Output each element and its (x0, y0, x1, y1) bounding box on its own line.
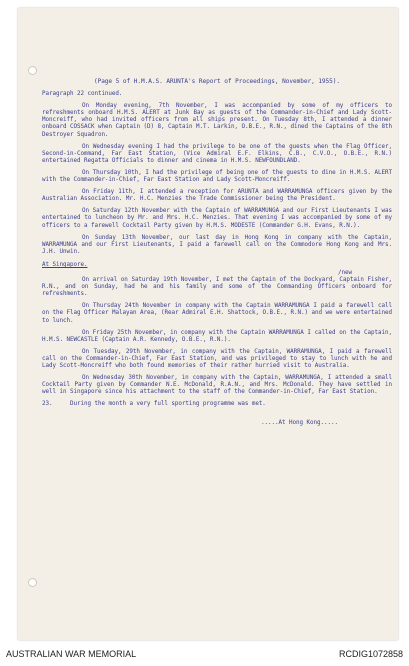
archive-footer (0, 642, 409, 666)
footer-source: AUSTRALIAN WAR MEMORIAL (6, 649, 137, 659)
paragraph: On Tuesday, 29th November, in company with the Captain, WARRAMUNGA, I paid a farewell call on the Commander-in-Chief, Far East Station, and was privileged to stay to lunch with he and Lady Scott-Moncreiff who both found memories of their rather hurried visit to Australia. (42, 348, 392, 369)
paragraph: On Thursday 10th, I had the privilege of being one of the guests to dine in H.M.S. ALERT with the Commander-in-Chief, Far East Station and Lady Scott-Moncreiff. (42, 169, 392, 184)
paragraph: On Wednesday evening I had the privilege to be one of the guests when the Flag Officer, Second-in-Command, Far East Station, (Vice Admiral E.F. Elkins, C.B., C.V.O., O.B.E., R.N.) entertained Regatta Officials to dinner and cinema in H.M.S. NEWFOUNDLAND. (42, 143, 392, 164)
footer-id: RCDIG1072858 (338, 649, 403, 659)
item-text: During the month a very full sporting programme was met. (70, 401, 266, 408)
numbered-item (42, 401, 392, 408)
paragraph-subheading: Paragraph 22 continued. (42, 91, 123, 98)
section-title: At Singapore. (42, 261, 88, 268)
page-heading: (Page 5 of H.M.A.S. ARUNTA's Report of Proceedings, November, 1955). (93, 78, 341, 85)
paragraph: On Monday evening, 7th November, I was accompanied by some of my officers to refreshments onboard H.M.S. ALERT at Junk Bay as guests of the Commander-in-Chief and Lady Scott-Moncreiff, who had invited officers from all ships present. On Tuesday 8th, I attended a dinner onboard COSSACK when Captain (D) 8, Captain M.T. Larkin, O.B.E., R.N., dined the Captains of the 8th Destroyer Squadron. (42, 103, 392, 138)
paragraph: On Wednesday 30th November, in company with the Captain, WARRAMUNGA, I attended a small Cocktail Party given by Commander N.E. McDonald, R.A.N., and Mrs. McDonald. They have settled in well in Singapore since his attachment to the staff of the Commander-in-Chief, Far East Station. (42, 375, 392, 396)
punch-hole (28, 578, 37, 587)
document-sheet (18, 8, 398, 640)
punch-hole (28, 66, 37, 75)
paragraph: On Friday 25th November, in company with the Captain WARRAMUNGA I called on the Captain, H.M.S. NEWCASTLE (Captain A.R. Kennedy, O.B.E., R.N.). (42, 329, 392, 343)
paragraph: On arrival on Saturday 19th November, I met the Captain of the Dockyard, Captain Fisher, R.N., and on Sunday, had he and his family and some of the Commanding Officers onboard for refreshments. (42, 277, 392, 298)
paragraph: On Saturday 12th November with the Captain of WARRAMUNGA and our First Lieutenants I was entertained to luncheon by Mr. and Mrs. H.C. Menzies. That evening I was accompanied by some of my officers to a farewell Cocktail Party given by H.M.S. MODESTE (Commander G.H. Evans, R.N.). (42, 208, 392, 229)
handwritten-marker: /new (338, 269, 352, 276)
paragraph: On Sunday 13th November, our last day in Hong Kong in company with the Captain, WARRAMUNGA and our First Lieutenants, I paid a farewell call on the Commodore Hong Kong and Mrs. J.H. Unwin. (42, 234, 392, 255)
report-page (42, 78, 392, 428)
paragraph: On Friday 11th, I attended a reception for ARUNTA and WARRAMUNGA officers given by the Australian Association. Mr. H.C. Menzies the Trade Commissioner being the President. (42, 189, 392, 203)
paragraph: On Thursday 24th November in company with the Captain WARRAMUNGA I paid a farewell call on the Flag Officer Malayan Area, (Rear Admiral E.H. Shattock, O.B.E., R.N.) and we were entertained to lunch. (42, 303, 392, 324)
item-number: 23. (42, 401, 53, 408)
signoff: .....At Hong Kong..... (261, 420, 338, 427)
